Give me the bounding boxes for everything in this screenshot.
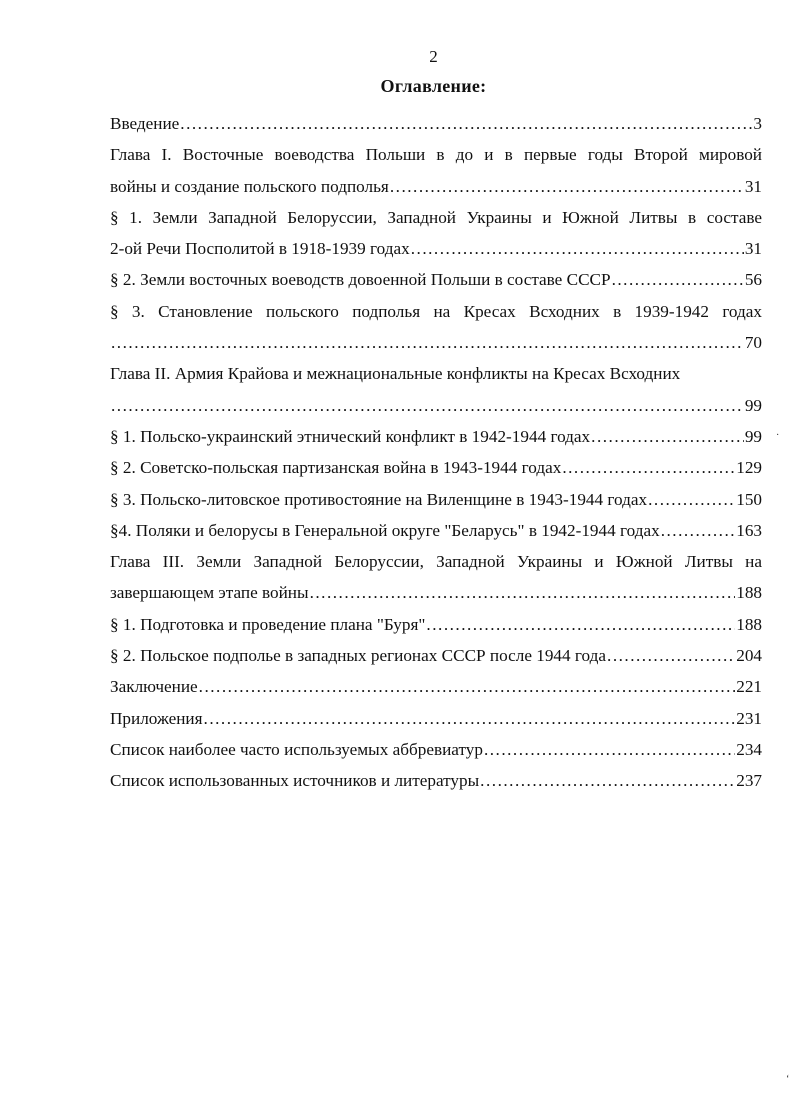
toc-entry-label: § 1. Польско-украинский этнический конфликт в 1942-1944 годах [110,426,591,446]
toc-entry-label: войны и создание польского подполья [110,176,389,196]
toc-entry-page: 188 [736,583,762,603]
toc-entry-chapter-3 [110,577,762,608]
toc-entry-label: 2-ой Речи Посполитой в 1918-1939 годах [110,239,410,259]
toc-entry-appendix [110,703,762,734]
toc-entry-page: 188 [736,614,762,634]
toc-entry-intro [110,108,762,139]
dot-leader [484,734,735,765]
toc-entry-page: 31 [744,239,762,259]
scan-speck: ʻ [786,1074,790,1085]
toc-entry-label: Список использованных источников и литературы [110,771,480,791]
toc-entry-label: завершающем этапе войны [110,583,309,603]
toc-entry-page: 99 [744,426,762,446]
toc-entry-label: § 2. Земли восточных воеводств довоенной Польши в составе СССР [110,270,611,290]
dot-leader [591,421,744,452]
dot-leader [562,452,735,483]
toc-entry-chapter-1-line-1: Глава I. Восточные воеводства Польши в до и в первые годы Второй мировой [110,145,762,165]
toc-entry-label: Список наиболее часто используемых аббревиатур [110,739,483,759]
dot-leader [607,640,735,671]
toc-entry-ch1-section-1 [110,233,762,264]
toc-entry-ch1-section-1-line-1: § 1. Земли Западной Белоруссии, Западной Украины и Южной Литвы в составе [110,207,762,227]
toc-entry-ch2-section-2 [110,452,762,483]
toc-entry-page: 204 [736,646,762,666]
toc-entry-chapter-3-line-1: Глава III. Земли Западной Белоруссии, Западной Украины и Южной Литвы на [110,552,762,572]
dot-leader [204,703,736,734]
toc-entry-ch2-section-1 [110,421,762,452]
dot-leader [111,327,744,358]
dot-leader [111,390,744,421]
toc-entry-ch3-section-1 [110,609,762,640]
dot-leader [180,108,752,139]
toc-entry-chapter-2-line-1: Глава II. Армия Крайова и межнациональные конфликты на Кресах Всходних [110,364,681,384]
dot-leader [199,671,736,702]
toc-entry-page: 234 [736,739,762,759]
toc-entry-page: 99 [744,395,762,415]
toc-entry-page: 231 [736,708,762,728]
toc-entry-page: 163 [736,520,762,540]
dot-leader [426,609,735,640]
toc-entry-label: § 2. Польское подполье в западных регионах СССР после 1944 года [110,646,607,666]
toc-entry-ch1-section-3 [110,327,762,358]
toc-entry-label: Заключение [110,677,198,697]
toc-entry-page: 150 [736,489,762,509]
toc-entry-page: 129 [736,458,762,478]
dot-leader [480,765,735,796]
toc-entry-page: 70 [744,333,762,353]
page-number: 2 [429,47,438,66]
toc-entry-ch1-section-2 [110,264,762,295]
toc-entry-page: 31 [744,176,762,196]
page-title: Оглавление: [380,76,487,96]
toc-entry-label: §4. Поляки и белорусы в Генеральной округе "Беларусь" в 1942-1944 годах [110,520,660,540]
toc-entry-abbreviations [110,734,762,765]
dot-leader [310,577,736,608]
toc-entry-label: § 3. Польско-литовское противостояние на Виленщине в 1943-1944 годах [110,489,648,509]
toc-entry-conclusion [110,671,762,702]
dot-leader [661,515,736,546]
toc-entry-page: 56 [744,270,762,290]
dot-leader [612,264,744,295]
toc-entry-page: 237 [736,771,762,791]
dot-leader [411,233,744,264]
toc-entry-ch3-section-2 [110,640,762,671]
toc-entry-label: § 2. Советско-польская партизанская война в 1943-1944 годах [110,458,562,478]
toc-entry-sources [110,765,762,796]
toc-entry-page: 3 [753,114,762,133]
toc-entry-ch1-section-3-line-1: § 3. Становление польского подполья на Кресах Всходних в 1939-1942 годах [110,301,762,321]
toc-entry-label: § 1. Подготовка и проведение плана "Буря" [110,614,426,634]
toc-entry-label: Приложения [110,708,203,728]
toc-entry-chapter-2 [110,390,762,421]
dot-leader [390,171,744,202]
toc-entry-ch2-section-4 [110,515,762,546]
toc-entry-chapter-1 [110,171,762,202]
toc-entry-label: Введение [110,114,180,133]
toc-entry-page: 221 [736,677,762,697]
table-of-contents [110,108,762,797]
toc-entry-ch2-section-3 [110,484,762,515]
scan-speck: · [776,430,780,441]
dot-leader [648,484,735,515]
